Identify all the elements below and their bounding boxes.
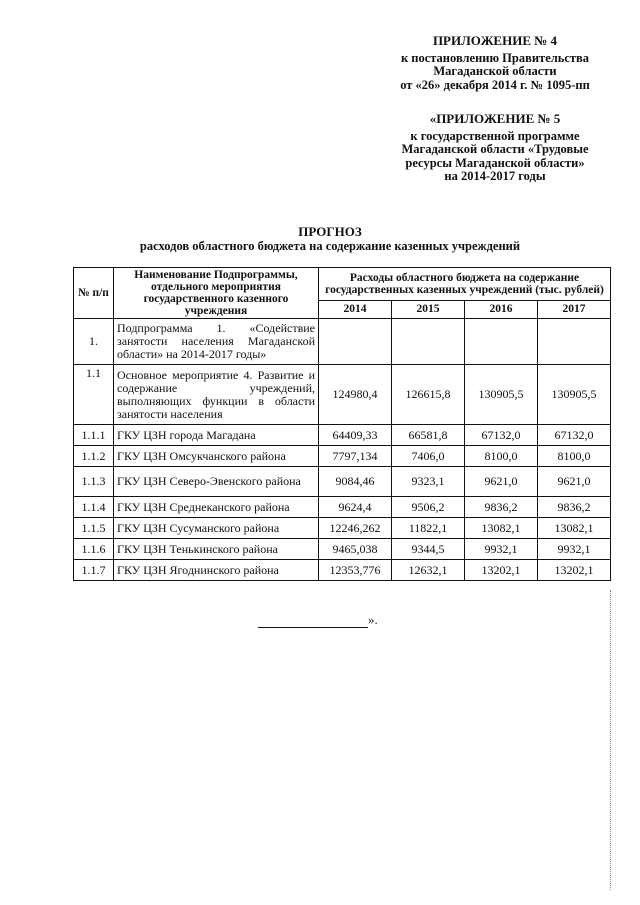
appendix-5-line-1: к государственной программе bbox=[410, 128, 580, 143]
row-value-2016: 13202,1 bbox=[465, 560, 538, 581]
row-value-2014: 9084,46 bbox=[319, 467, 392, 497]
appendix-5-title: «ПРИЛОЖЕНИЕ № 5 bbox=[429, 111, 561, 126]
table-row bbox=[74, 365, 611, 425]
row-value-2016: 13082,1 bbox=[465, 518, 538, 539]
row-num: 1.1.4 bbox=[74, 497, 114, 518]
header-year-2014: 2014 bbox=[319, 300, 392, 318]
row-name: Основное мероприятие 4. Развитие и содержание учреждений, выполняющих функции в области занятости населения bbox=[114, 365, 319, 425]
table-row bbox=[74, 425, 611, 446]
header-year-2015: 2015 bbox=[392, 300, 465, 318]
row-value-2015: 12632,1 bbox=[392, 560, 465, 581]
closing-quote: ». bbox=[368, 612, 378, 627]
row-value-2015: 126615,8 bbox=[392, 365, 465, 425]
row-value-2014: 12353,776 bbox=[319, 560, 392, 581]
row-value-2017: 8100,0 bbox=[538, 446, 611, 467]
row-value-2016: 9621,0 bbox=[465, 467, 538, 497]
row-name: ГКУ ЦЗН Среднеканского района bbox=[114, 497, 319, 518]
row-value-2016: 67132,0 bbox=[465, 425, 538, 446]
row-value-2015 bbox=[392, 319, 465, 365]
table-row bbox=[74, 467, 611, 497]
header-num: № п/п bbox=[74, 268, 114, 319]
row-num: 1.1.1 bbox=[74, 425, 114, 446]
row-value-2017: 130905,5 bbox=[538, 365, 611, 425]
row-num: 1. bbox=[74, 319, 114, 365]
row-value-2017 bbox=[538, 319, 611, 365]
row-num: 1.1.5 bbox=[74, 518, 114, 539]
appendix-5-line-4: на 2014-2017 годы bbox=[444, 169, 546, 183]
table-row bbox=[74, 539, 611, 560]
row-name: Подпрограмма 1. «Содействие занятости населения Магаданской области» на 2014-2017 годы» bbox=[114, 319, 319, 365]
row-value-2017: 13202,1 bbox=[538, 560, 611, 581]
row-value-2014: 12246,262 bbox=[319, 518, 392, 539]
row-name: ГКУ ЦЗН Тенькинского района bbox=[114, 539, 319, 560]
row-value-2016: 8100,0 bbox=[465, 446, 538, 467]
row-value-2014: 9465,038 bbox=[319, 539, 392, 560]
row-value-2014: 124980,4 bbox=[319, 365, 392, 425]
row-num: 1.1.3 bbox=[74, 467, 114, 497]
row-value-2014: 64409,33 bbox=[319, 425, 392, 446]
row-num: 1.1.2 bbox=[74, 446, 114, 467]
row-value-2015: 9323,1 bbox=[392, 467, 465, 497]
row-name: ГКУ ЦЗН Северо-Эвенского района bbox=[114, 467, 319, 497]
table-row bbox=[74, 446, 611, 467]
appendix-4-header bbox=[380, 34, 610, 92]
row-num: 1.1.6 bbox=[74, 539, 114, 560]
row-value-2017: 9836,2 bbox=[538, 497, 611, 518]
row-value-2015: 11822,1 bbox=[392, 518, 465, 539]
row-value-2016: 9932,1 bbox=[465, 539, 538, 560]
row-num: 1.1 bbox=[74, 365, 114, 425]
table-row bbox=[74, 497, 611, 518]
header-name: Наименование Подпрограммы, отдельного мероприятия государственного казенного учреждения bbox=[114, 268, 319, 319]
document-subtitle: расходов областного бюджета на содержание казенных учреждений bbox=[139, 239, 521, 253]
row-value-2015: 9506,2 bbox=[392, 497, 465, 518]
appendix-4-line-1: к постановлению Правительства bbox=[400, 50, 590, 65]
row-value-2016 bbox=[465, 319, 538, 365]
appendix-4-title: ПРИЛОЖЕНИЕ № 4 bbox=[432, 33, 558, 48]
row-value-2015: 9344,5 bbox=[392, 539, 465, 560]
row-value-2014: 7797,134 bbox=[319, 446, 392, 467]
row-value-2017: 9621,0 bbox=[538, 467, 611, 497]
row-num: 1.1.7 bbox=[74, 560, 114, 581]
header-expenses: Расходы областного бюджета на содержание государственных казенных учреждений (тыс. рублей) bbox=[319, 268, 611, 301]
appendix-4-line-2: Магаданской области bbox=[433, 64, 557, 78]
row-value-2015: 66581,8 bbox=[392, 425, 465, 446]
row-name: ГКУ ЦЗН Омсукчанского района bbox=[114, 446, 319, 467]
row-value-2015: 7406,0 bbox=[392, 446, 465, 467]
row-value-2016: 130905,5 bbox=[465, 365, 538, 425]
row-value-2014 bbox=[319, 319, 392, 365]
row-value-2014: 9624,4 bbox=[319, 497, 392, 518]
row-name: ГКУ ЦЗН Ягоднинского района bbox=[114, 560, 319, 581]
row-value-2017: 9932,1 bbox=[538, 539, 611, 560]
document-title: ПРОГНОЗ bbox=[298, 224, 362, 239]
header-row bbox=[74, 268, 611, 301]
row-name: ГКУ ЦЗН Сусуманского района bbox=[114, 518, 319, 539]
header-year-2016: 2016 bbox=[465, 300, 538, 318]
table-row bbox=[74, 319, 611, 365]
appendix-5-header bbox=[380, 112, 610, 184]
table-row bbox=[74, 560, 611, 581]
appendix-5-line-2: Магаданской области «Трудовые bbox=[401, 142, 589, 156]
forecast-table bbox=[73, 267, 611, 581]
row-name: ГКУ ЦЗН города Магадана bbox=[114, 425, 319, 446]
table-row bbox=[74, 518, 611, 539]
appendix-4-line-3: от «26» декабря 2014 г. № 1095-пп bbox=[400, 77, 590, 92]
row-value-2016: 9836,2 bbox=[465, 497, 538, 518]
closing-mark bbox=[258, 612, 378, 628]
appendix-5-line-3: ресурсы Магаданской области» bbox=[405, 155, 585, 170]
scan-edge-divider bbox=[610, 590, 612, 890]
row-value-2017: 67132,0 bbox=[538, 425, 611, 446]
signature-line bbox=[258, 615, 368, 628]
row-value-2017: 13082,1 bbox=[538, 518, 611, 539]
header-year-2017: 2017 bbox=[538, 300, 611, 318]
